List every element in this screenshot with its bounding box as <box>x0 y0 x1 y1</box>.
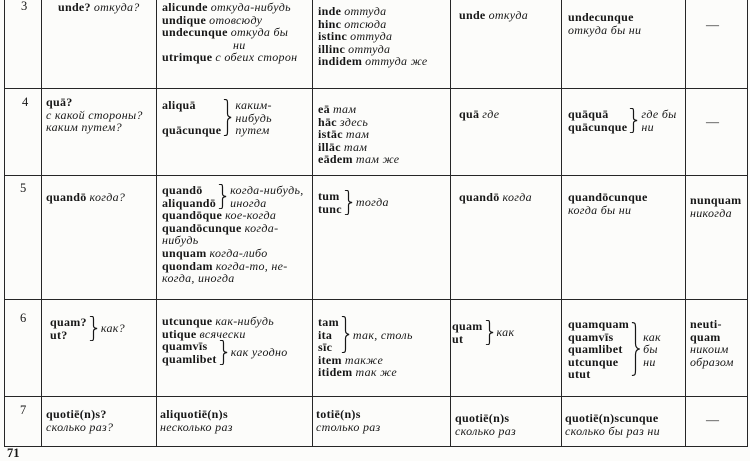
brace-group <box>452 320 514 345</box>
page-number: 71 <box>7 446 20 460</box>
latin-term: quamlibet <box>568 342 623 357</box>
russian-gloss: как угодно <box>230 345 288 360</box>
demonstrative-cell <box>318 103 399 166</box>
demonstrative-cell <box>318 5 428 68</box>
brace-group <box>162 99 272 137</box>
russian-gloss-continued: когда, иногда <box>162 271 235 286</box>
latin-terms <box>50 316 87 341</box>
russian-gloss: оттуда <box>348 41 391 56</box>
interrogative-cell <box>50 316 125 341</box>
latin-term: nunquam <box>690 193 742 207</box>
brace-group <box>50 316 125 341</box>
russian-gloss: оттуда <box>344 4 387 18</box>
latin-terms <box>568 108 627 133</box>
russian-gloss: где <box>482 107 500 121</box>
general-relative-cell <box>568 11 641 36</box>
russian-glosses <box>353 329 413 342</box>
relative-cell <box>459 191 532 204</box>
russian-gloss: там <box>343 139 368 154</box>
latin-term: aliquandō <box>162 195 217 210</box>
russian-gloss: отовсюду <box>209 12 263 27</box>
russian-gloss: никоим <box>690 342 729 357</box>
interrogative-cell <box>46 408 113 433</box>
row-number: 4 <box>22 95 29 109</box>
russian-gloss: путем <box>235 123 270 138</box>
latin-term: quamlibet <box>162 351 217 366</box>
entry <box>459 191 532 204</box>
table-rule <box>561 0 562 447</box>
russian-gloss: нибудь <box>235 110 272 125</box>
latin-term: quotiē(n)s? <box>46 407 107 421</box>
latin-term: tam <box>318 315 339 329</box>
latin-term: aliquotiē(n)s <box>160 407 228 421</box>
russian-gloss: когда бы ни <box>568 202 632 217</box>
latin-term: ita <box>318 327 333 342</box>
entry <box>318 153 399 166</box>
latin-term: quondam <box>162 258 213 273</box>
russian-gloss: оттуда же <box>365 54 428 69</box>
curly-brace <box>629 108 638 133</box>
table-rule <box>4 88 748 89</box>
latin-terms <box>318 190 342 215</box>
latin-terms <box>452 320 483 345</box>
entry <box>162 26 297 39</box>
brace-group <box>162 340 288 365</box>
russian-gloss: образом <box>690 354 734 369</box>
latin-term: unde? <box>58 0 91 14</box>
entry <box>162 51 297 64</box>
russian-gloss: когда-то, не- <box>215 258 288 273</box>
russian-glosses <box>497 326 515 339</box>
negative-cell-empty: — <box>706 114 719 129</box>
brace-group <box>568 108 677 133</box>
russian-glosses <box>356 196 389 209</box>
russian-gloss: также <box>344 352 384 367</box>
russian-gloss: ни <box>643 354 656 369</box>
russian-gloss: когда-нибудь, <box>230 183 304 197</box>
russian-gloss: бы <box>643 342 658 357</box>
latin-term: aliquā <box>162 98 196 112</box>
latin-term: eādem <box>318 152 353 167</box>
row-number: 5 <box>20 181 27 195</box>
latin-term: quā <box>459 107 480 121</box>
russian-gloss: откуда <box>488 8 529 22</box>
russian-gloss: всячески <box>199 326 246 341</box>
russian-gloss: когда? <box>89 190 126 204</box>
russian-gloss: ни <box>641 119 654 134</box>
latin-term: quāquā <box>568 107 609 121</box>
latin-term: item <box>318 352 342 367</box>
table-rule <box>41 0 42 447</box>
russian-gloss: там <box>345 127 370 142</box>
russian-gloss: оттуда <box>350 29 393 44</box>
latin-terms <box>568 318 629 381</box>
latin-term: quamvīs <box>568 329 614 344</box>
russian-gloss: когда- <box>244 220 279 235</box>
table-rule <box>156 0 157 447</box>
latin-term: eā <box>318 102 330 116</box>
entry <box>459 108 499 121</box>
russian-gloss: как <box>643 329 661 344</box>
general-relative-cell <box>568 318 661 381</box>
indefinite-cell <box>160 408 233 433</box>
interrogative-cell <box>46 191 125 204</box>
entry <box>318 366 413 379</box>
russian-gloss: как? <box>100 321 125 336</box>
russian-gloss: сколько раз <box>455 423 517 438</box>
latin-term: unde <box>459 8 486 22</box>
row-number: 6 <box>20 311 27 325</box>
indefinite-cell <box>162 315 288 365</box>
latin-term: utique <box>162 326 197 341</box>
brace-group <box>568 318 661 381</box>
latin-term: itidem <box>318 365 353 380</box>
latin-term: quotiē(n)s <box>455 411 510 425</box>
curly-brace <box>341 316 350 353</box>
russian-gloss: как-нибудь <box>215 314 274 328</box>
indefinite-cell <box>162 1 297 64</box>
latin-term: quamquam <box>568 317 630 331</box>
russian-gloss-continued: ни <box>233 37 246 52</box>
table-rule <box>4 396 748 397</box>
russian-gloss: так, столь <box>352 327 413 342</box>
latin-term: indidem <box>318 54 363 69</box>
latin-term: utcunque <box>568 354 619 369</box>
latin-term: undecunque <box>162 25 228 40</box>
russian-gloss: там же <box>355 152 400 167</box>
russian-glosses <box>641 108 676 133</box>
russian-gloss: там <box>332 102 357 116</box>
russian-gloss: откуда бы <box>230 25 289 40</box>
table-rule <box>312 0 313 447</box>
russian-gloss: так же <box>355 365 398 380</box>
negative-cell <box>690 318 734 368</box>
table-rule <box>685 0 686 447</box>
negative-cell <box>690 194 741 219</box>
table-rule <box>4 0 5 447</box>
russian-gloss: столько раз <box>316 419 381 434</box>
row-number: 3 <box>21 0 28 13</box>
russian-gloss: откуда-нибудь <box>210 0 291 14</box>
latin-term: illāc <box>318 139 341 154</box>
table-rule <box>747 0 748 447</box>
russian-gloss-continued: нибудь <box>162 233 199 248</box>
latin-term: quācunque <box>162 123 222 138</box>
latin-term: utcunque <box>162 314 213 328</box>
latin-term: quam <box>452 319 483 333</box>
latin-term: quācunque <box>568 119 628 134</box>
general-relative-cell <box>568 191 648 216</box>
russian-gloss: каким- <box>235 98 272 112</box>
latin-term: alicunde <box>162 0 208 14</box>
indefinite-cell <box>162 184 304 285</box>
negative-cell-empty: — <box>706 412 719 427</box>
russian-gloss: когда <box>502 190 532 204</box>
latin-term: quā? <box>46 95 73 109</box>
russian-gloss: иногда <box>230 195 267 210</box>
russian-gloss: где бы <box>641 107 677 121</box>
latin-terms <box>162 340 217 365</box>
relative-cell <box>452 320 514 345</box>
negative-cell-empty: — <box>706 17 719 32</box>
russian-glosses <box>643 331 661 369</box>
demonstrative-cell <box>318 316 413 379</box>
entry <box>318 55 428 68</box>
interrogative-cell <box>46 96 143 134</box>
latin-term: undecunque <box>568 10 634 24</box>
latin-term: hāc <box>318 114 337 129</box>
latin-term: quandōcunque <box>568 190 648 204</box>
latin-term: tunc <box>318 201 342 216</box>
latin-term: quamvīs <box>162 339 208 354</box>
curly-brace <box>223 99 232 136</box>
curly-brace <box>485 320 494 345</box>
demonstrative-cell <box>316 408 381 433</box>
table-rule <box>450 0 451 447</box>
latin-terms <box>318 316 339 354</box>
latin-term: quandō <box>46 190 87 204</box>
latin-term: utut <box>568 367 591 382</box>
entry <box>58 1 140 14</box>
russian-glosses <box>101 322 125 335</box>
latin-term: quandōque <box>162 208 223 223</box>
curly-brace <box>344 190 353 215</box>
latin-term: unquam <box>162 245 207 260</box>
russian-gloss: когда-либо <box>209 245 268 260</box>
table-rule <box>4 299 748 300</box>
curly-brace <box>631 322 640 376</box>
brace-group <box>318 190 389 215</box>
curly-brace <box>219 340 228 365</box>
latin-term: illinc <box>318 41 346 56</box>
general-relative-cell <box>565 412 660 437</box>
interrogative-cell <box>58 1 140 14</box>
latin-term: totiē(n)s <box>316 407 361 421</box>
table-rule <box>4 175 748 176</box>
latin-term: hinc <box>318 16 342 31</box>
relative-cell <box>459 9 528 22</box>
brace-group <box>162 184 304 209</box>
russian-gloss: каким путем? <box>46 120 122 135</box>
entry <box>459 9 528 22</box>
russian-glosses <box>230 184 303 209</box>
russian-gloss: с какой стороны? <box>46 107 143 122</box>
russian-gloss: откуда? <box>93 0 140 14</box>
relative-cell <box>459 108 499 121</box>
brace-group <box>318 316 413 354</box>
table-rule <box>4 446 748 447</box>
russian-gloss: несколько раз <box>160 419 233 434</box>
latin-term: tum <box>318 189 340 203</box>
general-relative-cell <box>568 108 677 133</box>
russian-gloss: откуда бы ни <box>568 22 642 37</box>
latin-terms <box>162 184 216 209</box>
latin-terms <box>162 99 221 137</box>
latin-term: quandōcunque <box>162 220 242 235</box>
demonstrative-cell <box>318 190 389 215</box>
latin-term: utrimque <box>162 50 213 65</box>
latin-term: quandō <box>459 190 500 204</box>
latin-term: neuti- <box>690 317 722 331</box>
russian-gloss: никогда <box>690 205 732 220</box>
latin-term: quandō <box>162 183 203 197</box>
russian-gloss: отсюда <box>344 16 387 31</box>
russian-glosses <box>231 346 288 359</box>
curly-brace <box>89 316 98 341</box>
russian-gloss: тогда <box>355 195 389 210</box>
entry <box>46 191 125 204</box>
russian-gloss: с обеих сторон <box>215 50 298 65</box>
russian-gloss: кое-когда <box>225 208 277 223</box>
indefinite-cell <box>162 99 272 137</box>
curly-brace <box>218 184 227 209</box>
russian-glosses <box>235 99 271 137</box>
russian-gloss: сколько раз? <box>46 419 114 434</box>
latin-term: sīc <box>318 340 333 355</box>
latin-term: ut? <box>50 327 68 342</box>
latin-term: quotiē(n)scunque <box>565 411 659 425</box>
relative-cell <box>455 412 516 437</box>
latin-term: ut <box>452 331 464 346</box>
russian-gloss: сколько бы раз ни <box>565 423 660 438</box>
latin-term: istinc <box>318 29 348 44</box>
latin-term: quam? <box>50 315 87 329</box>
russian-gloss: как <box>496 325 515 340</box>
latin-term: inde <box>318 4 342 18</box>
latin-term: quam <box>690 329 721 344</box>
latin-term: undique <box>162 12 207 27</box>
russian-gloss: здесь <box>339 114 369 129</box>
row-number: 7 <box>20 403 27 417</box>
latin-term: istāc <box>318 127 343 142</box>
